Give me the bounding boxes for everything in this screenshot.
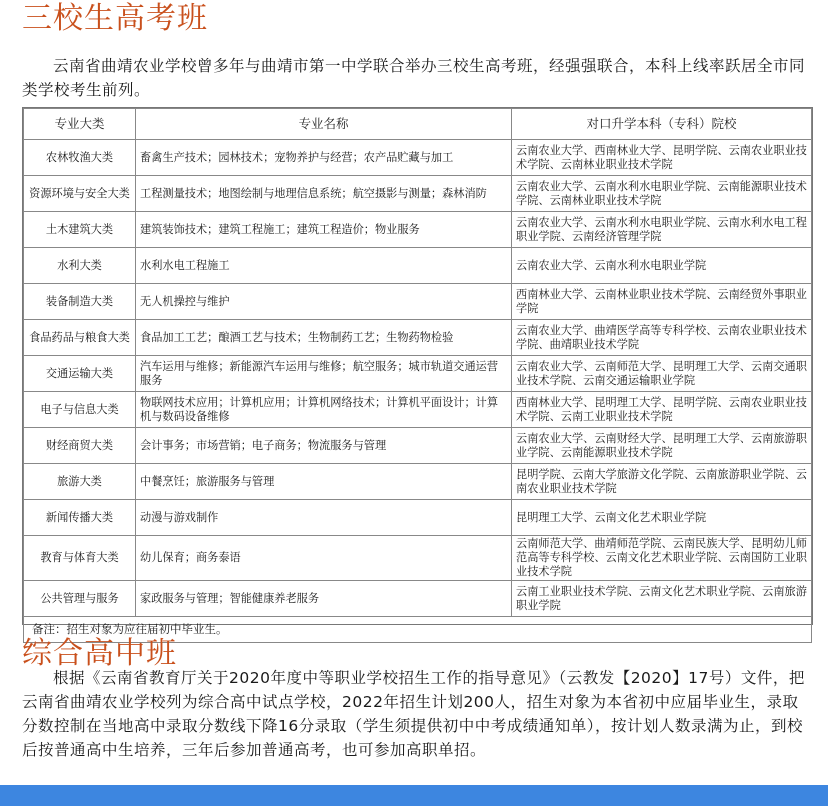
header-college: 对口升学本科（专科）院校 <box>512 109 812 140</box>
category-cell: 公共管理与服务 <box>24 581 136 617</box>
bottom-bar <box>0 785 828 806</box>
colleges-cell: 云南工业职业技术学院、云南文化艺术职业学院、云南旅游职业学院 <box>512 581 812 617</box>
category-cell: 教育与体育大类 <box>24 536 136 581</box>
category-cell: 装备制造大类 <box>24 284 136 320</box>
table-row <box>24 248 812 284</box>
table-row <box>24 536 812 581</box>
category-cell: 农林牧渔大类 <box>24 140 136 176</box>
colleges-cell: 昆明学院、云南大学旅游文化学院、云南旅游职业学院、云南农业职业技术学院 <box>512 464 812 500</box>
colleges-cell: 云南农业大学、云南财经大学、昆明理工大学、云南旅游职业学院、云南能源职业技术学院 <box>512 428 812 464</box>
category-cell: 电子与信息大类 <box>24 392 136 428</box>
colleges-cell: 云南农业大学、云南水利水电职业学院、云南能源职业技术学院、云南林业职业技术学院 <box>512 176 812 212</box>
colleges-cell: 云南农业大学、云南水利水电职业学院 <box>512 248 812 284</box>
table-row <box>24 212 812 248</box>
majors-cell: 中餐烹饪；旅游服务与管理 <box>136 464 512 500</box>
category-cell: 交通运输大类 <box>24 356 136 392</box>
section-title-three-school: 三校生高考班 <box>22 1 208 36</box>
colleges-cell: 云南农业大学、曲靖医学高等专科学校、云南农业职业技术学院、曲靖职业技术学院 <box>512 320 812 356</box>
majors-cell: 食品加工工艺；酿酒工艺与技术；生物制药工艺；生物药物检验 <box>136 320 512 356</box>
table-row <box>24 581 812 617</box>
colleges-cell: 云南农业大学、西南林业大学、昆明学院、云南农业职业技术学院、云南林业职业技术学院 <box>512 140 812 176</box>
intro-paragraph: 云南省曲靖农业学校曾多年与曲靖市第一中学联合举办三校生高考班，经强强联合，本科上线率跃居全市同类学校考生前列。 <box>22 57 806 99</box>
colleges-cell: 西南林业大学、昆明理工大学、昆明学院、云南农业职业技术学院、云南工业职业技术学院 <box>512 392 812 428</box>
majors-cell: 水利水电工程施工 <box>136 248 512 284</box>
table-row <box>24 140 812 176</box>
table-note: 备注：招生对象为应往届初中毕业生。 <box>23 617 812 643</box>
colleges-cell: 昆明理工大学、云南文化艺术职业学院 <box>512 500 812 536</box>
section-title-comprehensive: 综合高中班 <box>22 636 177 671</box>
table-row <box>24 464 812 500</box>
table-row <box>24 428 812 464</box>
majors-cell: 物联网技术应用；计算机应用；计算机网络技术；计算机平面设计；计算机与数码设备维修 <box>136 392 512 428</box>
category-cell: 食品药品与粮食大类 <box>24 320 136 356</box>
colleges-cell: 西南林业大学、云南林业职业技术学院、云南经贸外事职业学院 <box>512 284 812 320</box>
majors-table <box>22 107 813 636</box>
category-cell: 财经商贸大类 <box>24 428 136 464</box>
majors-cell: 会计事务；市场营销；电子商务；物流服务与管理 <box>136 428 512 464</box>
category-cell: 资源环境与安全大类 <box>24 176 136 212</box>
category-cell: 新闻传播大类 <box>24 500 136 536</box>
table-row <box>24 320 812 356</box>
colleges-cell: 云南师范大学、曲靖师范学院、云南民族大学、昆明幼儿师范高等专科学校、云南文化艺术职业学院、云南国防工业职业技术学院 <box>512 536 812 581</box>
table-row <box>24 500 812 536</box>
colleges-cell: 云南农业大学、云南师范大学、昆明理工大学、云南交通职业技术学院、云南交通运输职业学院 <box>512 356 812 392</box>
category-cell: 水利大类 <box>24 248 136 284</box>
category-cell: 土木建筑大类 <box>24 212 136 248</box>
majors-cell: 家政服务与管理；智能健康养老服务 <box>136 581 512 617</box>
majors-cell: 畜禽生产技术；园林技术；宠物养护与经营；农产品贮藏与加工 <box>136 140 512 176</box>
majors-cell: 工程测量技术；地图绘制与地理信息系统；航空摄影与测量；森林消防 <box>136 176 512 212</box>
table-row <box>24 356 812 392</box>
table-row <box>24 176 812 212</box>
category-cell: 旅游大类 <box>24 464 136 500</box>
header-category: 专业大类 <box>24 109 136 140</box>
header-major: 专业名称 <box>136 109 512 140</box>
table-row <box>24 284 812 320</box>
majors-cell: 动漫与游戏制作 <box>136 500 512 536</box>
majors-cell: 幼儿保育；商务泰语 <box>136 536 512 581</box>
majors-cell: 无人机操控与维护 <box>136 284 512 320</box>
majors-cell: 汽车运用与维修；新能源汽车运用与维修；航空服务；城市轨道交通运营服务 <box>136 356 512 392</box>
table-row <box>24 392 812 428</box>
majors-cell: 建筑装饰技术；建筑工程施工；建筑工程造价；物业服务 <box>136 212 512 248</box>
table-header-row <box>24 109 812 140</box>
comprehensive-paragraph: 根据《云南省教育厅关于2020年度中等职业学校招生工作的指导意见》（云教发【2020】17号）文件，把云南省曲靖农业学校列为综合高中试点学校，2022年招生计划200人，招生对象为本省初中应届毕业生，录取分数控制在当地高中录取分数线下降16分录取（学生须提供初中中考成绩通知单），按计划人数录满为止，到校后按普通高中生培养，三年后参加普通高考，也可参加高职单招。 <box>22 669 805 759</box>
colleges-cell: 云南农业大学、云南水利水电职业学院、云南水利水电工程职业学院、云南经济管理学院 <box>512 212 812 248</box>
